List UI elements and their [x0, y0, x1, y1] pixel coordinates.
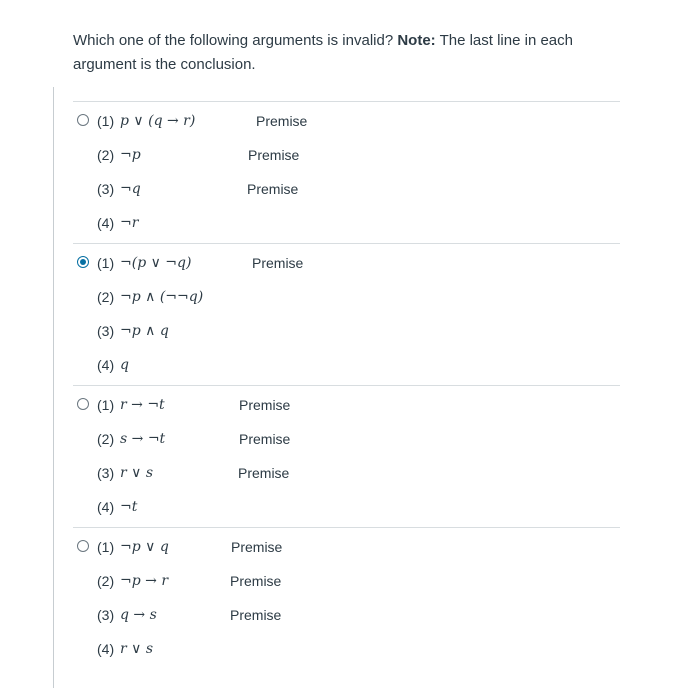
radio-button[interactable] [77, 540, 89, 552]
premise-label: Premise [238, 465, 290, 481]
premise-label: Premise [231, 539, 283, 555]
argument-line [73, 111, 620, 131]
logic-expression: r ∨ s [120, 641, 154, 657]
premise-label: Premise [248, 147, 300, 163]
question-prompt: Which one of the following arguments is invalid? [73, 32, 398, 49]
premise-label: Premise [247, 181, 299, 197]
argument-line [73, 287, 620, 307]
logic-expression: q → s [120, 607, 157, 623]
argument-line [73, 355, 620, 375]
line-number: (1) [97, 397, 115, 413]
argument-line [73, 639, 620, 659]
line-number: (3) [97, 181, 115, 197]
argument-line [73, 253, 620, 273]
argument-line [73, 213, 620, 233]
answer-option-3[interactable] [73, 385, 620, 528]
left-divider [53, 87, 54, 688]
argument-line [73, 145, 620, 165]
argument-line [73, 321, 620, 341]
argument-line [73, 571, 620, 591]
argument-line [73, 497, 620, 517]
logic-expression: ¬p ∨ q [120, 539, 169, 555]
argument-line [73, 179, 620, 199]
line-number: (4) [97, 499, 115, 515]
line-number: (4) [97, 215, 115, 231]
logic-expression: ¬r [120, 215, 139, 231]
argument-line [73, 429, 620, 449]
line-number: (2) [97, 289, 115, 305]
line-number: (1) [97, 113, 115, 129]
line-number: (3) [97, 323, 115, 339]
answer-option-2[interactable] [73, 243, 620, 386]
logic-expression: ¬q [120, 181, 141, 197]
line-number: (4) [97, 357, 115, 373]
line-number: (1) [97, 539, 115, 555]
argument-line [73, 537, 620, 557]
argument-line [73, 395, 620, 415]
logic-expression: ¬t [120, 499, 138, 515]
premise-label: Premise [230, 573, 282, 589]
premise-label: Premise [256, 113, 308, 129]
logic-expression: ¬p → r [120, 573, 169, 589]
answer-option-4[interactable] [73, 527, 620, 670]
line-number: (4) [97, 641, 115, 657]
radio-button[interactable] [77, 398, 89, 410]
premise-label: Premise [239, 397, 291, 413]
note-text: The last line in each argument is the conclusion. [73, 32, 573, 73]
radio-button[interactable] [77, 114, 89, 126]
premise-label: Premise [239, 431, 291, 447]
logic-expression: s → ¬t [120, 431, 166, 447]
logic-expression: r ∨ s [120, 465, 154, 481]
argument-line [73, 605, 620, 625]
question-text [73, 29, 618, 76]
line-number: (2) [97, 573, 115, 589]
logic-expression: q [120, 357, 129, 373]
note-label: Note: [397, 32, 436, 49]
logic-expression: ¬p [120, 147, 141, 163]
answer-option-1[interactable] [73, 101, 620, 244]
line-number: (2) [97, 431, 115, 447]
premise-label: Premise [230, 607, 282, 623]
line-number: (3) [97, 607, 115, 623]
logic-expression: ¬p ∧ (¬¬q) [120, 289, 204, 305]
radio-button-selected[interactable] [77, 256, 89, 268]
line-number: (3) [97, 465, 115, 481]
line-number: (1) [97, 255, 115, 271]
logic-expression: ¬p ∧ q [120, 323, 169, 339]
argument-line [73, 463, 620, 483]
logic-expression: ¬(p ∨ ¬q) [120, 255, 192, 271]
premise-label: Premise [252, 255, 304, 271]
logic-expression: r → ¬t [120, 397, 165, 413]
line-number: (2) [97, 147, 115, 163]
logic-expression: p ∨ (q → r) [120, 113, 196, 129]
